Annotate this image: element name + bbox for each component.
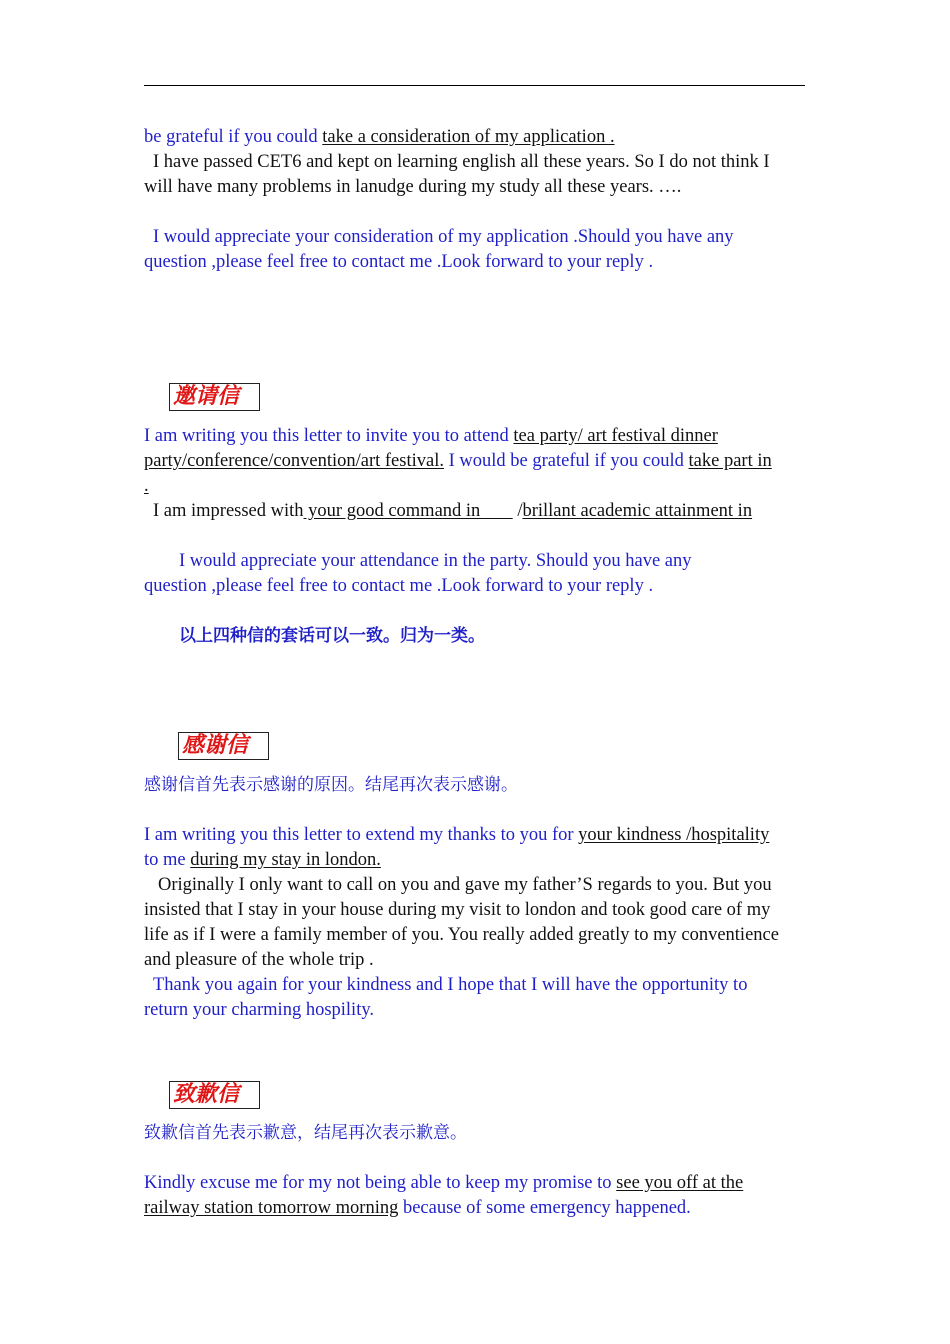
application-line-3: will have many problems in lanudge during my study all these years. …. [144, 177, 682, 197]
thanks-line-5: life as if I were a family member of you. You really added greatly to my conventience [144, 925, 779, 945]
invitation-line-4: I am impressed with your good command in /brillant academic attainment in [153, 501, 753, 521]
thanks-line-1: I am writing you this letter to extend my thanks to you for your kindness /hospitality [144, 825, 770, 845]
thanks-section [144, 773, 806, 1023]
application-line-5: question ,please feel free to contact me .Look forward to your reply . [144, 252, 654, 272]
thanks-intro: 感谢信首先表示感谢的原因。结尾再次表示感谢。 [144, 775, 518, 795]
invitation-line-1: I am writing you this letter to invite you to attend tea party/ art festival dinner [144, 426, 718, 446]
apology-intro: 致歉信首先表示歉意，结尾再次表示歉意。 [144, 1123, 467, 1143]
application-letter-tail [144, 125, 806, 275]
thanks-line-8: return your charming hospility. [144, 1000, 375, 1020]
thanks-line-4: insisted that I stay in your house during my visit to london and took good care of my [144, 900, 771, 920]
thanks-line-3: Originally I only want to call on you and gave my father’S regards to you. But you [158, 875, 772, 895]
application-line-2: I have passed CET6 and kept on learning english all these years. So I do not think I [153, 152, 770, 172]
invitation-line-3: . [144, 476, 149, 496]
invitation-note: 以上四种信的套话可以一致。归为一类。 [179, 626, 485, 646]
thanks-line-7: Thank you again for your kindness and I hope that I will have the opportunity to [153, 975, 748, 995]
apology-line-2: railway station tomorrow morning because of some emergency happened. [144, 1198, 691, 1218]
invitation-heading: 邀请信 [169, 383, 260, 411]
thanks-heading: 感谢信 [178, 732, 269, 760]
invitation-section [144, 424, 806, 649]
header-rule [144, 85, 805, 86]
invitation-line-6: question ,please feel free to contact me .Look forward to your reply . [144, 576, 654, 596]
application-line-4: I would appreciate your consideration of my application .Should you have any [153, 227, 734, 247]
apology-line-1: Kindly excuse me for my not being able to keep my promise to see you off at the [144, 1173, 744, 1193]
invitation-line-5: I would appreciate your attendance in the party. Should you have any [179, 551, 692, 571]
application-line-1: be grateful if you could take a consideration of my application . [144, 127, 615, 147]
apology-heading: 致歉信 [169, 1081, 260, 1109]
apology-section [144, 1121, 806, 1221]
thanks-line-6: and pleasure of the whole trip . [144, 950, 374, 970]
invitation-line-2: party/conference/convention/art festival. I would be grateful if you could take part in [144, 451, 772, 471]
thanks-line-2: to me during my stay in london. [144, 850, 381, 870]
